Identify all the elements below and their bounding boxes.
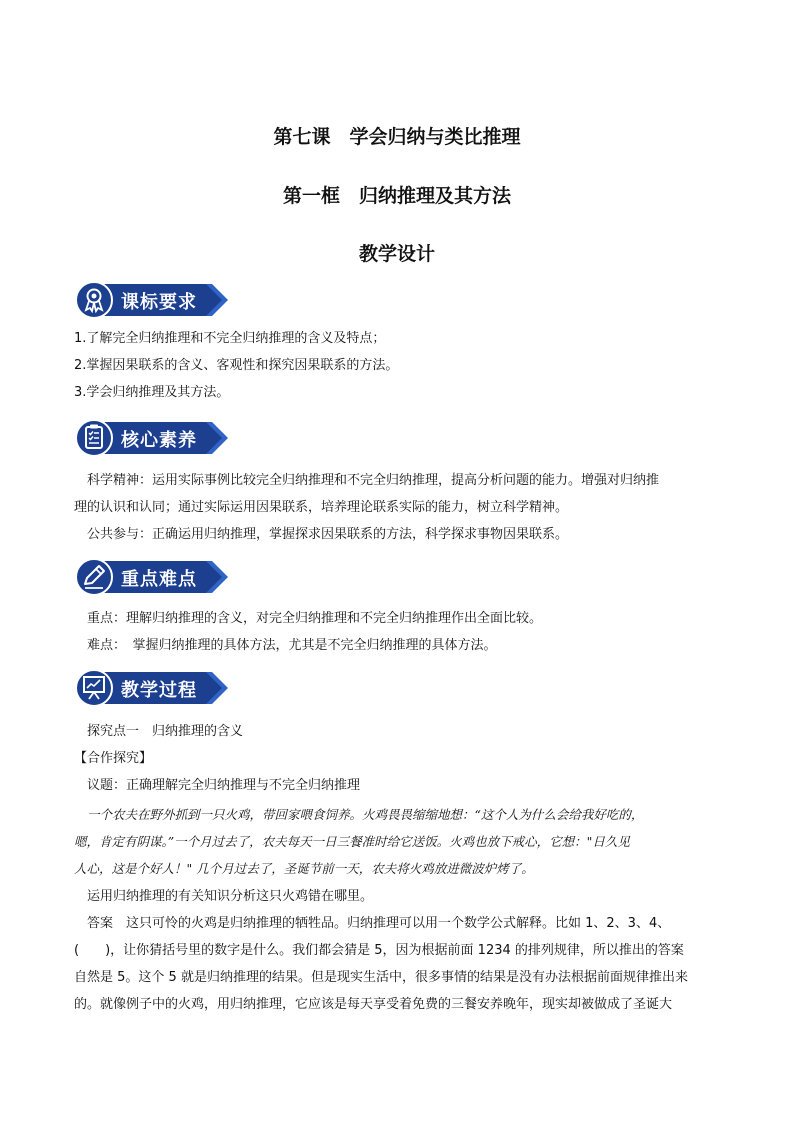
topic-line: 议题：正确理解完全归纳推理与不完全归纳推理 [87, 778, 361, 793]
answer-line-1: 答案 这只可怜的火鸡是归纳推理的牺牲品。归纳推理可以用一个数学公式解释。比如 1、2、3、4、 [87, 916, 671, 931]
story-line-3: 人心，这是个好人！" 几个月过去了，圣诞节前一天，农夫将火鸡放进微波炉烤了。 [74, 861, 534, 876]
story-line-1: 一个农夫在野外抓到一只火鸡，带回家喂食饲养。火鸡畏畏缩缩地想：“这个人为什么会给我好吃的， [87, 807, 644, 822]
section-title-key-points: 重点难点 [121, 569, 197, 590]
literacy-line-1: 科学精神：运用实际事例比较完全归纳推理和不完全归纳推理，提高分析问题的能力。增强对归纳推 [87, 473, 660, 488]
section-banner-key-points [74, 557, 230, 597]
literacy-line-3: 公共参与：正确运用归纳推理，掌握探求因果联系的方法，科学探求事物因果联系。 [87, 527, 569, 542]
section-title-process: 教学过程 [121, 680, 197, 701]
key-point-line: 重点：理解归纳推理的含义，对完全归纳推理和不完全归纳推理作出全面比较。 [87, 611, 543, 626]
requirement-item-2: 2.掌握因果联系的含义、客观性和探究因果联系的方法。 [74, 358, 399, 373]
question-line: 运用归纳推理的有关知识分析这只火鸡错在哪里。 [87, 889, 374, 904]
answer-line-3: 自然是 5。这个 5 就是归纳推理的结果。但是现实生活中，很多事情的结果是没有办法根据前面规律推出来 [74, 970, 688, 985]
activity-label: 【合作探究】 [74, 751, 153, 766]
section-title: 第一框 归纳推理及其方法 [282, 185, 511, 207]
section-banner-requirements [74, 280, 230, 320]
answer-line-2: ( )，让你猜括号里的数字是什么。我们都会猜是 5，因为根据前面 1234 的排列规律，所以推出的答案 [74, 943, 684, 958]
literacy-line-2: 理的认识和认同；通过实际运用因果联系，培养理论联系实际的能力，树立科学精神。 [74, 500, 569, 515]
section-banner-literacy [74, 418, 230, 458]
section-title-requirements: 课标要求 [121, 292, 197, 313]
section-banner-process [74, 668, 230, 708]
story-line-2: 嗯，肯定有阴谋。”一个月过去了，农夫每天一日三餐准时给它送饭。火鸡也放下戒心，它想："日久见 [74, 834, 630, 849]
inquiry-point-title: 探究点一 归纳推理的含义 [87, 724, 244, 739]
requirement-item-1: 1.了解完全归纳推理和不完全归纳推理的含义及特点； [74, 331, 386, 346]
requirement-item-3: 3.学会归纳推理及其方法。 [74, 385, 230, 400]
section-title-literacy: 核心素养 [121, 430, 197, 451]
difficulty-line: 难点： 掌握归纳推理的具体方法，尤其是不完全归纳推理的具体方法。 [87, 638, 497, 653]
answer-line-4: 的。就像例子中的火鸡，用归纳推理，它应该是每天享受着免费的三餐安养晚年，现实却被做成了圣诞大 [74, 997, 673, 1012]
lesson-title: 第七课 学会归纳与类比推理 [273, 126, 521, 148]
doc-type-title: 教学设计 [358, 243, 435, 265]
